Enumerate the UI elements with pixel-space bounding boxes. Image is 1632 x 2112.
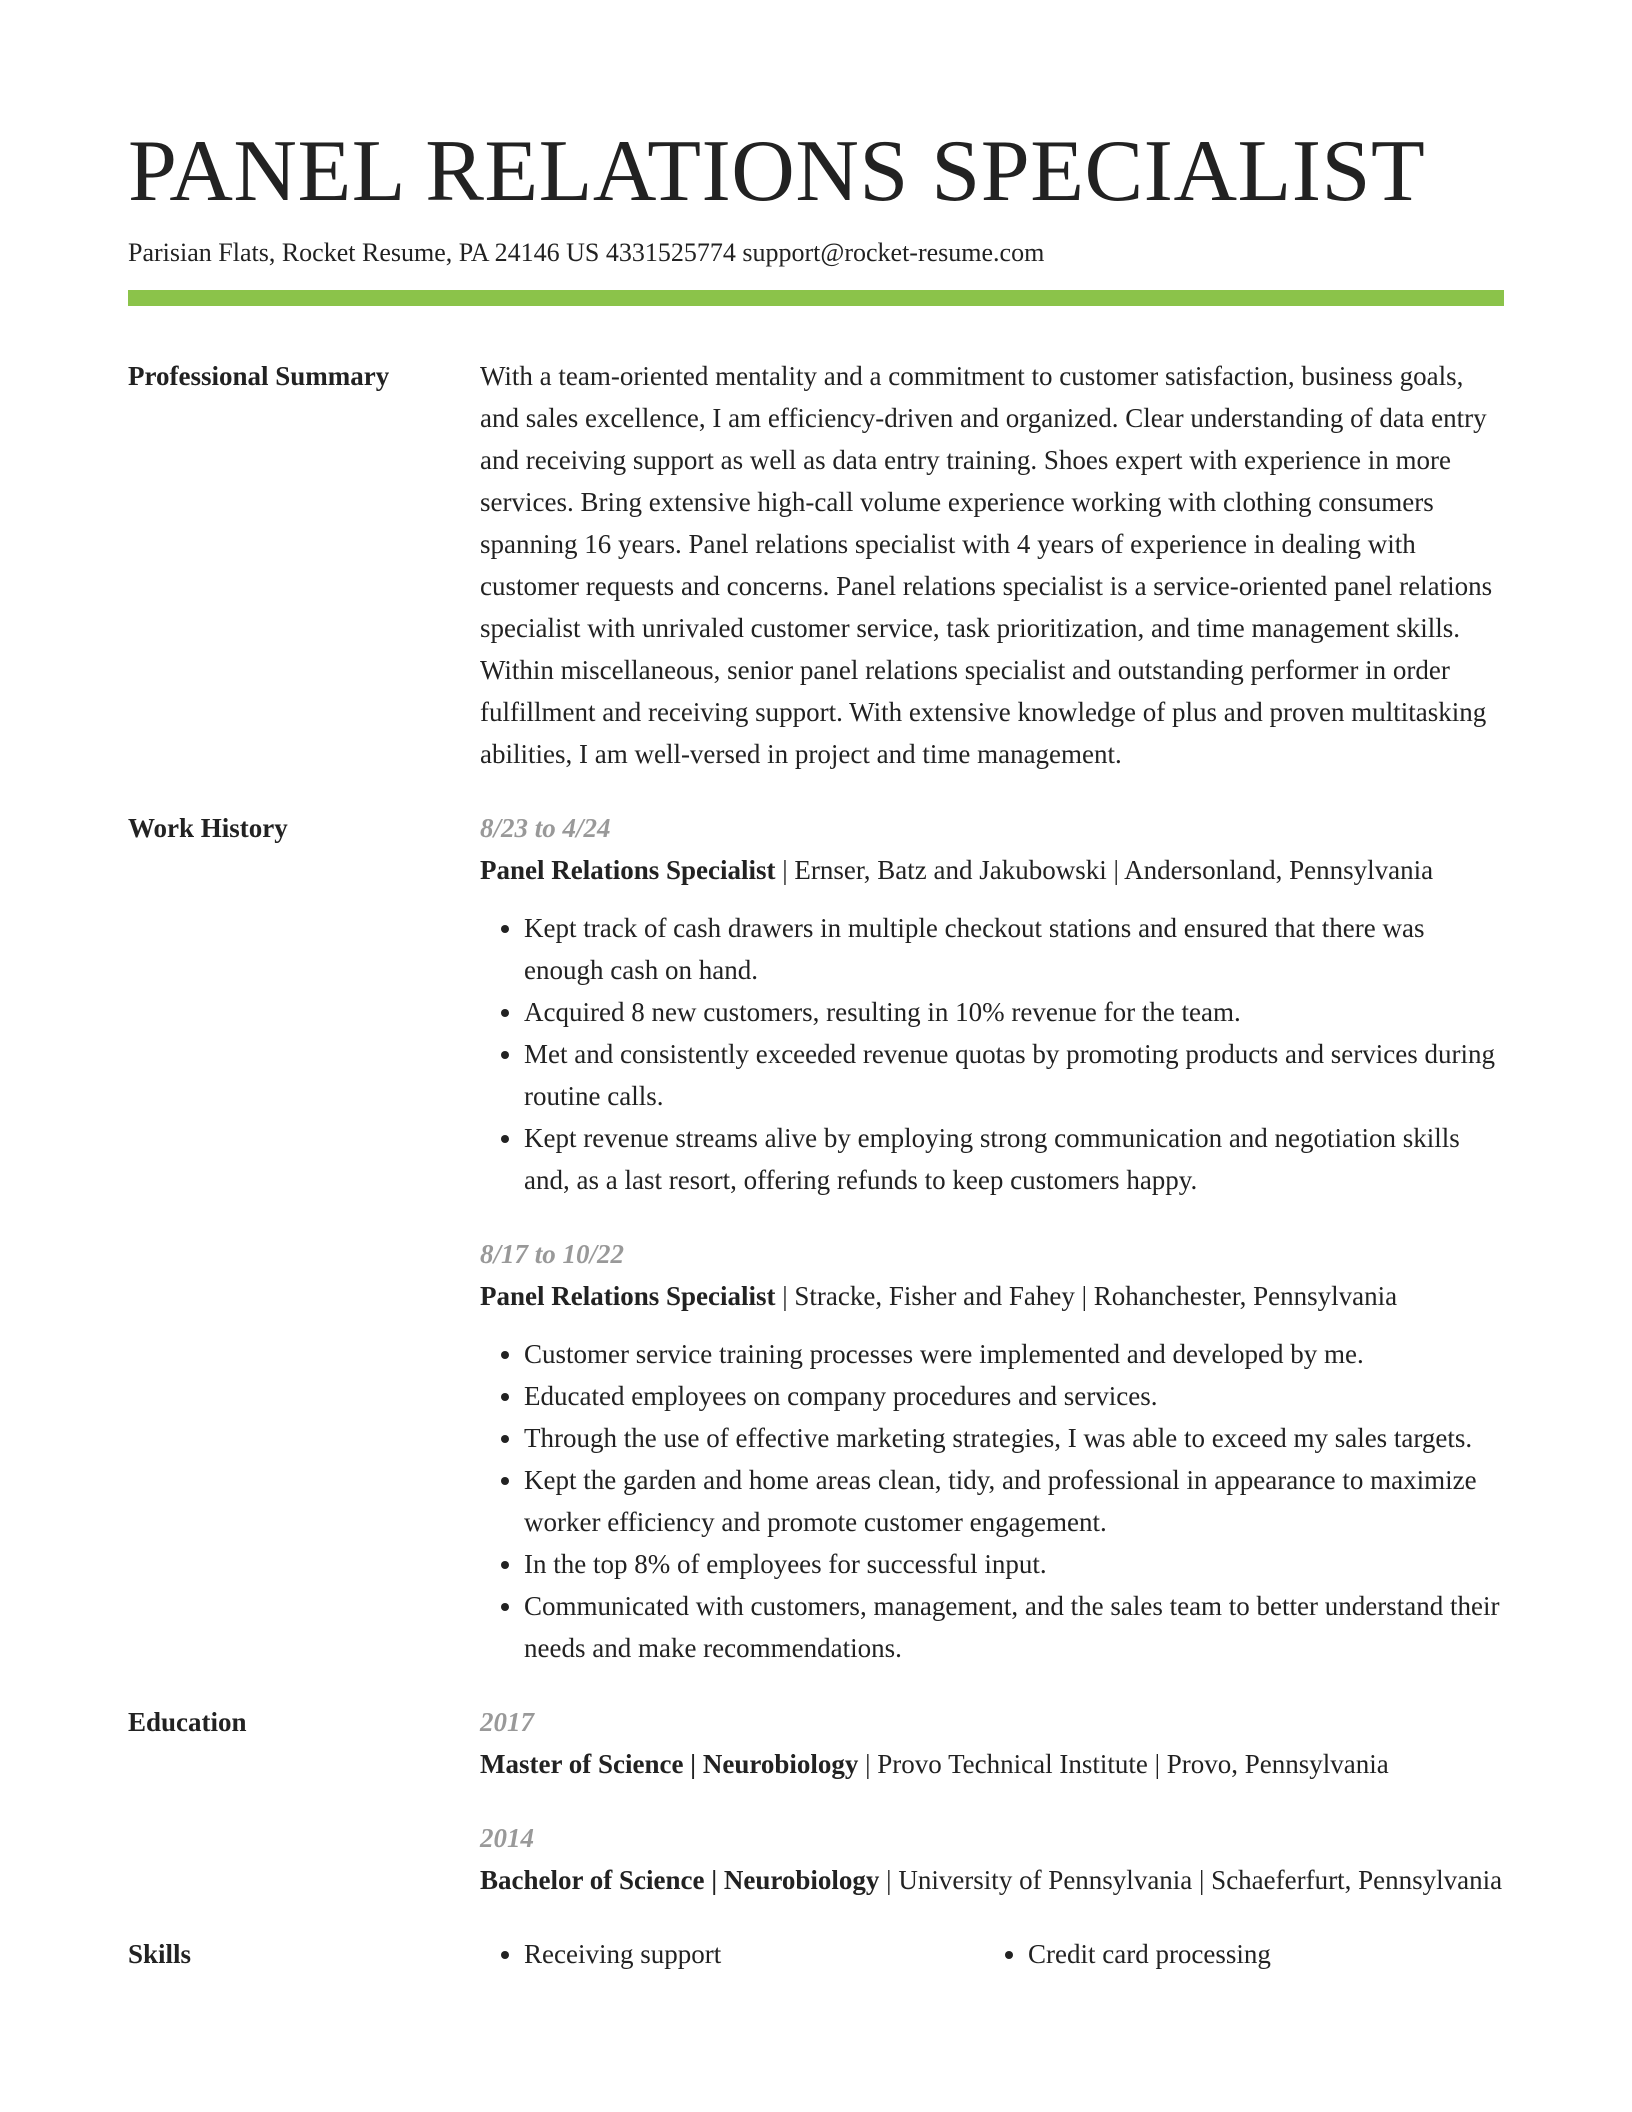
accent-divider xyxy=(128,290,1504,306)
summary-text: With a team-oriented mentality and a commitment to customer satisfaction, business goals, and sales excellence, I am efficiency-driven and organized. Clear understanding of data entry and receiving support as well as data entry training. Shoes expert with experience in more services. Bring extensive high-call volume experience working with clothing consumers spanning 16 years. Panel relations specialist with 4 years of experience in dealing with customer requests and concerns. Panel relations specialist is a service-oriented panel relations specialist with unrivaled customer service, task prioritization, and time management skills. Within miscellaneous, senior panel relations specialist and outstanding performer in order fulfillment and receiving support. With extensive knowledge of plus and proven multitasking abilities, I am well-versed in project and time management. xyxy=(480,361,1493,769)
list-item: • Customer service training processes were implemented and developed by me. xyxy=(524,1333,1504,1375)
education-entry xyxy=(480,1701,1504,1785)
list-item: • Acquired 8 new customers, resulting in 10% revenue for the team. xyxy=(524,991,1504,1033)
skill-item: • Credit card processing xyxy=(1028,1933,1488,1975)
list-item: • Through the use of effective marketing strategies, I was able to exceed my sales targets. xyxy=(524,1417,1504,1459)
list-item: • Met and consistently exceeded revenue quotas by promoting products and services during routine calls. xyxy=(524,1033,1504,1117)
summary-section xyxy=(128,355,1504,775)
list-item: • Kept the garden and home areas clean, tidy, and professional in appearance to maximize worker efficiency and promote customer engagement. xyxy=(524,1459,1504,1543)
work-entry-bullets xyxy=(480,1333,1504,1669)
summary-heading: Professional Summary xyxy=(128,361,390,391)
list-item: • Communicated with customers, management, and the sales team to better understand their needs and make recommendations. xyxy=(524,1585,1504,1669)
work-entry-heading xyxy=(480,849,1504,891)
degree-title: Master of Science | Neurobiology xyxy=(480,1749,859,1779)
school-location: | Provo Technical Institute | Provo, Pennsylvania xyxy=(858,1749,1389,1779)
work-entry-dates: 8/23 to 4/24 xyxy=(480,813,611,843)
skills-heading: Skills xyxy=(128,1939,192,1969)
work-entry-dates: 8/17 to 10/22 xyxy=(480,1239,625,1269)
job-employer-location: | Stracke, Fisher and Fahey | Rohanchester, Pennsylvania xyxy=(775,1281,1398,1311)
skills-grid xyxy=(480,1933,1504,1975)
education-entry xyxy=(480,1817,1504,1901)
work-history-heading: Work History xyxy=(128,813,288,843)
work-history-section xyxy=(128,807,1504,1669)
job-title: Panel Relations Specialist xyxy=(480,855,776,885)
skills-column-right xyxy=(984,1933,1488,1975)
work-entry xyxy=(480,1233,1504,1669)
resume-page xyxy=(128,0,1504,1975)
list-item: • In the top 8% of employees for successful input. xyxy=(524,1543,1504,1585)
education-year: 2017 xyxy=(480,1707,534,1737)
skill-item: • Receiving support xyxy=(524,1933,984,1975)
job-employer-location: | Ernser, Batz and Jakubowski | Andersonland, Pennsylvania xyxy=(775,855,1434,885)
school-location: | University of Pennsylvania | Schaeferfurt, Pennsylvania xyxy=(879,1865,1503,1895)
work-entry-bullets xyxy=(480,907,1504,1201)
education-section xyxy=(128,1701,1504,1901)
education-heading: Education xyxy=(128,1707,247,1737)
job-title: Panel Relations Specialist xyxy=(480,1281,776,1311)
education-heading-line xyxy=(480,1743,1504,1785)
contact-info: Parisian Flats, Rocket Resume, PA 24146 US 4331525774 support@rocket-resume.com xyxy=(128,238,1045,267)
work-entry-heading xyxy=(480,1275,1504,1317)
skills-section xyxy=(128,1933,1504,1975)
skills-column-left xyxy=(480,1933,984,1975)
education-heading-line xyxy=(480,1859,1504,1901)
list-item: • Kept revenue streams alive by employing strong communication and negotiation skills and, as a last resort, offering refunds to keep customers happy. xyxy=(524,1117,1504,1201)
resume-title: PANEL RELATIONS SPECIALIST xyxy=(128,123,1426,220)
list-item: • Kept track of cash drawers in multiple checkout stations and ensured that there was enough cash on hand. xyxy=(524,907,1504,991)
education-year: 2014 xyxy=(480,1823,534,1853)
list-item: • Educated employees on company procedures and services. xyxy=(524,1375,1504,1417)
degree-title: Bachelor of Science | Neurobiology xyxy=(480,1865,880,1895)
work-entry xyxy=(480,807,1504,1201)
